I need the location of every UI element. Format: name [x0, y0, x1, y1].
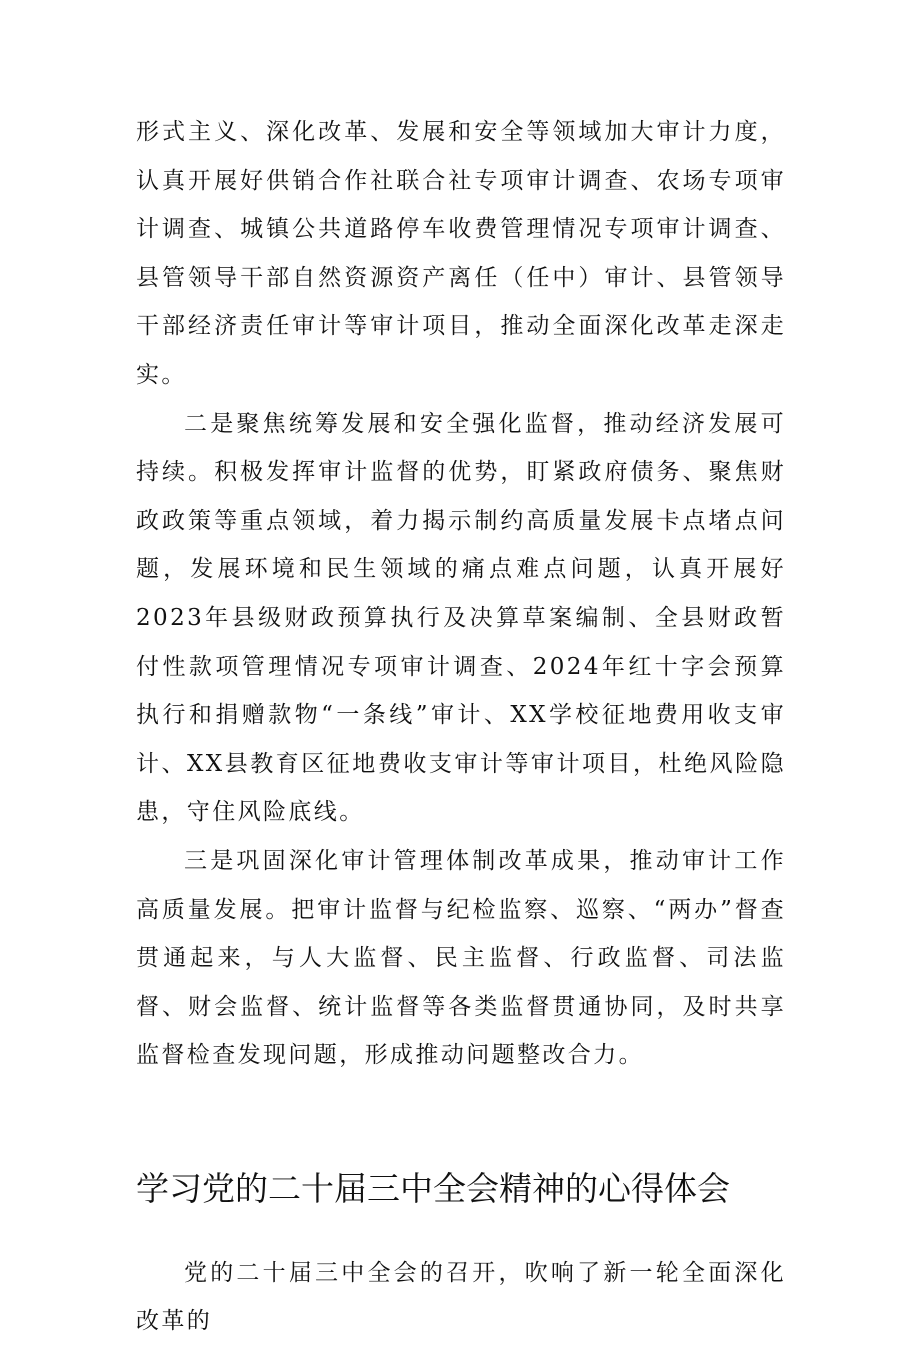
paragraph-4: 党的二十届三中全会的召开，吹响了新一轮全面深化改革的 — [136, 1259, 786, 1335]
section-title: 学习党的二十届三中全会精神的心得体会 — [136, 1168, 730, 1208]
paragraph-3: 三是巩固深化审计管理体制改革成果，推动审计工作高质量发展。把审计监督与纪检监察、巡察、“两办”督查贯通起来，与人大监督、民主监督、行政监督、司法监督、财会监督、统计监督等各类监督贯通协同，及时共享监督检查发现问题，形成推动问题整改合力。 — [136, 847, 786, 1069]
spacer — [136, 1080, 786, 1164]
document-body — [136, 108, 786, 1346]
paragraph-2: 二是聚焦统筹发展和安全强化监督，推动经济发展可持续。积极发挥审计监督的优势，盯紧政府债务、聚焦财政政策等重点领域，着力揭示制约高质量发展卡点堵点问题，发展环境和民生领域的痛点难点问题，认真开展好2023年县级财政预算执行及决算草案编制、全县财政暂付性款项管理情况专项审计调查、2024年红十字会预算执行和捐赠款物“一条线”审计、XX学校征地费用收支审计、XX县教育区征地费收支审计等审计项目，杜绝风险隐患，守住风险底线。 — [136, 410, 786, 826]
paragraph-1: 形式主义、深化改革、发展和安全等领域加大审计力度，认真开展好供销合作社联合社专项审计调查、农场专项审计调查、城镇公共道路停车收费管理情况专项审计调查、县管领导干部自然资源资产离任（任中）审计、县管领导干部经济责任审计等审计项目，推动全面深化改革走深走实。 — [136, 119, 786, 388]
spacer — [136, 1214, 786, 1249]
